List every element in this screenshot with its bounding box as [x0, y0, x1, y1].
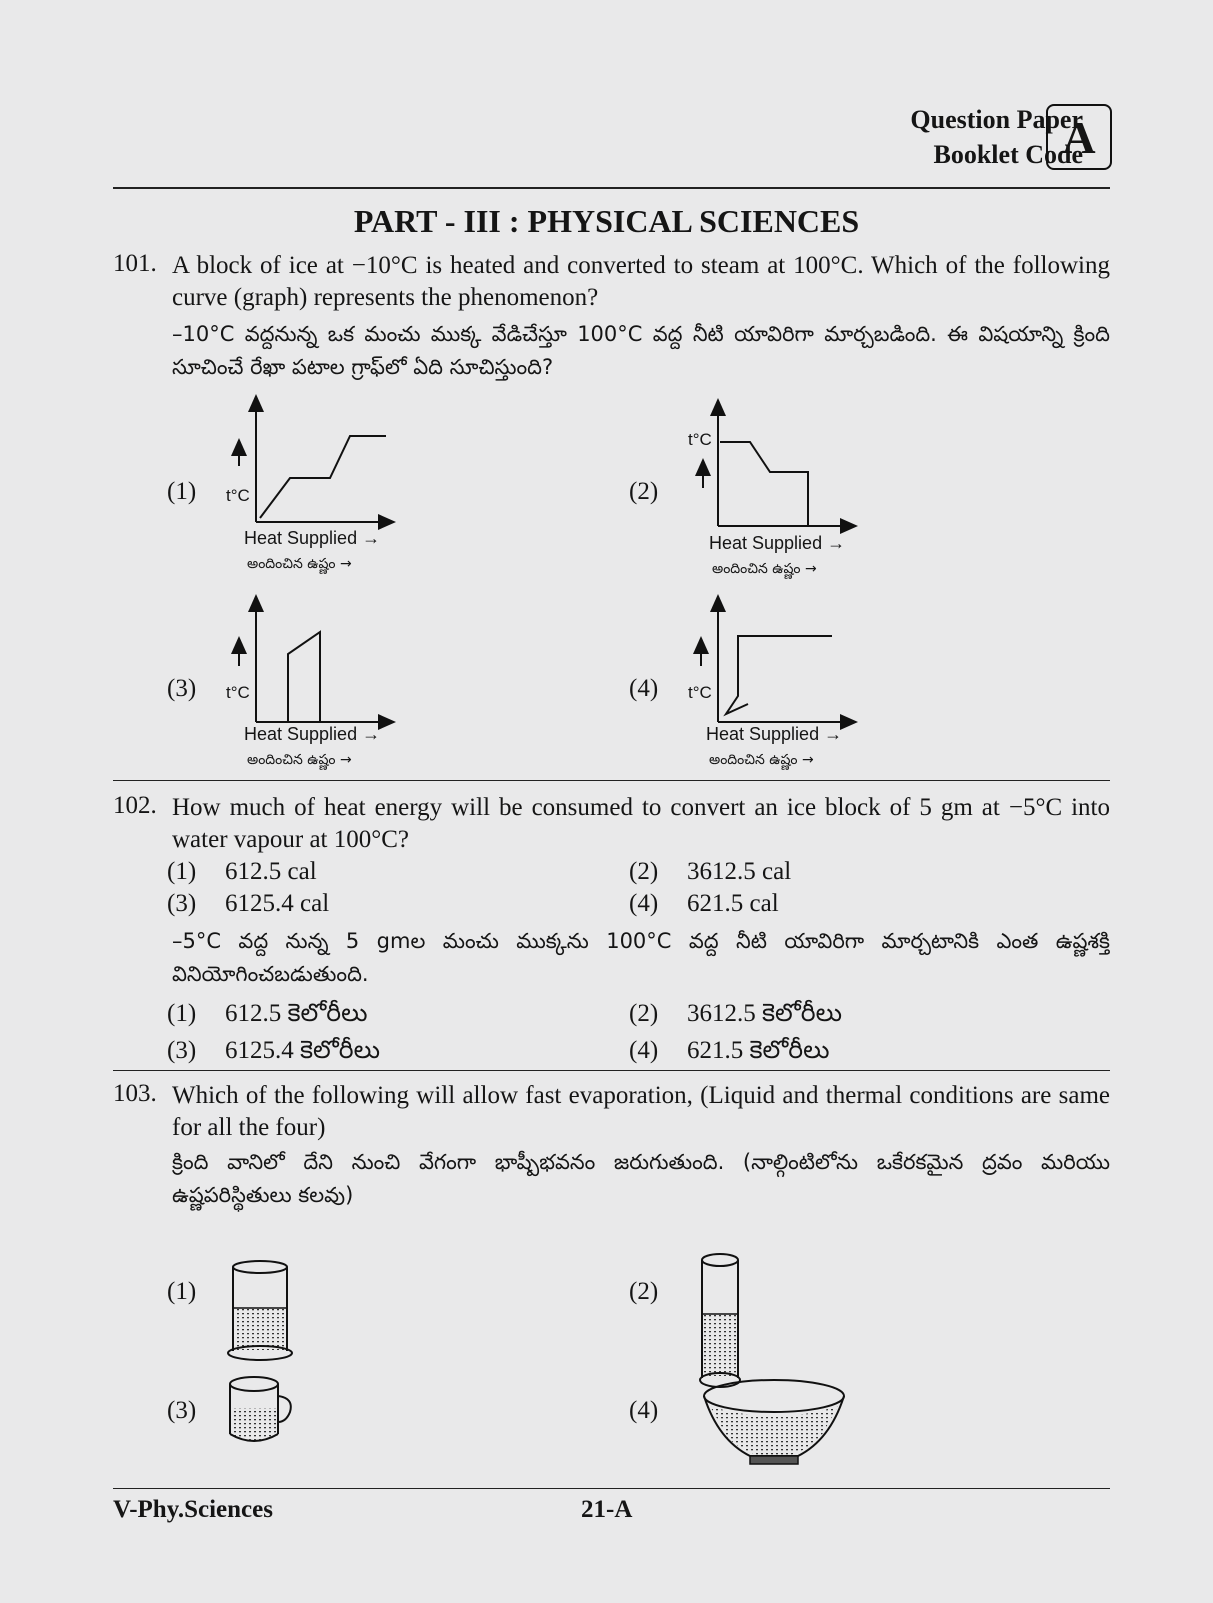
q103-option-2-label: (2): [629, 1278, 659, 1305]
option-value: 3612.5 కెలోరీలు: [687, 1000, 842, 1027]
footer-divider: [113, 1488, 1110, 1489]
part-title: PART - III : PHYSICAL SCIENCES: [353, 203, 860, 239]
q101-graph1-yaxis: t°C: [226, 486, 250, 505]
q103-vessel-2-cylinder-icon: [698, 1250, 748, 1390]
booklet-code-box: A: [1046, 104, 1112, 170]
q101-option-1-label: (1): [167, 478, 197, 505]
option-label: (1): [167, 1000, 197, 1027]
question-101-text-te: –10°C వద్దనున్న ఒక మంచు ముక్క వేడిచేస్తూ 100°C వద్ద నీటి యావిరిగా మార్చబడింది. ఈ విషయాన్ని క్రింది సూచించే రేఖా పటాల గ్రాఫ్‌లో ఏది సూచిస్తుంది?: [172, 322, 1110, 379]
divider-q102: [113, 1070, 1110, 1071]
q101-option-2-label: (2): [629, 478, 659, 505]
option-label: (3): [167, 1037, 197, 1064]
q101-graph2: [690, 402, 860, 532]
booklet-code-line2: Booklet Code: [933, 140, 1083, 169]
q103-option-1-label: (1): [167, 1278, 197, 1305]
q102-option-te-2: [629, 1000, 842, 1034]
q102-option-4: [629, 890, 779, 918]
booklet-code-line1: Question Paper: [910, 105, 1083, 134]
q101-graph1-xaxis: Heat Supplied →: [244, 528, 381, 548]
q103-vessel-3-mug-icon: [228, 1374, 308, 1454]
q101-graph3-xaxis: Heat Supplied →: [244, 724, 381, 744]
option-label: (4): [629, 890, 659, 917]
q102-option-te-3: [167, 1037, 380, 1071]
q102-option-3: [167, 890, 329, 918]
q103-option-4-label: (4): [629, 1397, 659, 1424]
question-number-103: 103.: [113, 1080, 157, 1107]
q101-graph2-xaxis-te: అందించిన ఉష్ణం →: [712, 561, 817, 577]
footer-subject: V-Phy.Sciences: [113, 1496, 273, 1523]
footer-page-number: 21-A: [581, 1496, 633, 1523]
q103-vessel-1-beaker-icon: [226, 1256, 298, 1366]
question-102-text-te: –5°C వద్ద నున్న 5 gmల మంచు ముక్కను 100°C వద్ద నీటి యావిరిగా మార్చటానికి ఎంత ఉష్ణశక్తి వినియోగించబడుతుంది.: [172, 929, 1110, 986]
q102-option-te-1: [167, 1000, 367, 1034]
q101-graph2-yaxis: t°C: [688, 430, 712, 449]
q101-graph4-xaxis: Heat Supplied →: [706, 724, 843, 744]
option-label: (2): [629, 858, 659, 885]
q102-option-te-4: [629, 1037, 829, 1071]
q102-option-2: [629, 858, 791, 886]
option-value: 3612.5 cal: [687, 858, 792, 885]
q101-graph4-xaxis-te: అందించిన ఉష్ణం →: [709, 752, 814, 768]
q101-graph3: [228, 598, 398, 728]
question-101-text-en: A block of ice at −10°C is heated and converted to steam at 100°C. Which of the following curve (graph) represents the phenomenon?: [172, 252, 1110, 311]
question-102-text-en: How much of heat energy will be consumed to convert an ice block of 5 gm at −5°C into water vapour at 100°C?: [172, 794, 1110, 853]
q102-option-1: [167, 858, 317, 886]
q101-graph2-xaxis: Heat Supplied →: [709, 533, 846, 553]
q101-graph3-yaxis: t°C: [226, 683, 250, 702]
option-value: 6125.4 cal: [225, 890, 330, 917]
q103-option-3-label: (3): [167, 1397, 197, 1424]
question-103-text-en: Which of the following will allow fast evaporation, (Liquid and thermal conditions are same for all the four): [172, 1082, 1110, 1141]
question-103-text-te: క్రింది వానిలో దేని నుంచి వేగంగా భాష్పీభవనం జరుగుతుంది. (నాల్గింటిలోను ఒకేరకమైన ద్రవం మరియు ఉష్ణపరిస్థితులు కలవు): [172, 1150, 1110, 1207]
option-value: 612.5 cal: [225, 858, 317, 885]
q101-graph4: [690, 598, 860, 728]
header-divider: [113, 187, 1110, 189]
question-number-101: 101.: [113, 250, 157, 277]
question-number-102: 102.: [113, 792, 157, 819]
q101-graph4-yaxis: t°C: [688, 683, 712, 702]
option-value: 612.5 కెలోరీలు: [225, 1000, 368, 1027]
option-label: (2): [629, 1000, 659, 1027]
q101-graph1-xaxis-te: అందించిన ఉష్ణం →: [247, 556, 352, 572]
option-value: 6125.4 కెలోరీలు: [225, 1037, 380, 1064]
divider-q101: [113, 780, 1110, 781]
q101-graph1: [228, 398, 398, 528]
q101-option-3-label: (3): [167, 675, 197, 702]
q101-option-4-label: (4): [629, 675, 659, 702]
option-label: (3): [167, 890, 197, 917]
option-value: 621.5 కెలోరీలు: [687, 1037, 830, 1064]
q103-vessel-4-bowl-icon: [700, 1372, 850, 1482]
option-label: (1): [167, 858, 197, 885]
option-value: 621.5 cal: [687, 890, 779, 917]
option-label: (4): [629, 1037, 659, 1064]
q101-graph3-xaxis-te: అందించిన ఉష్ణం →: [247, 752, 352, 768]
